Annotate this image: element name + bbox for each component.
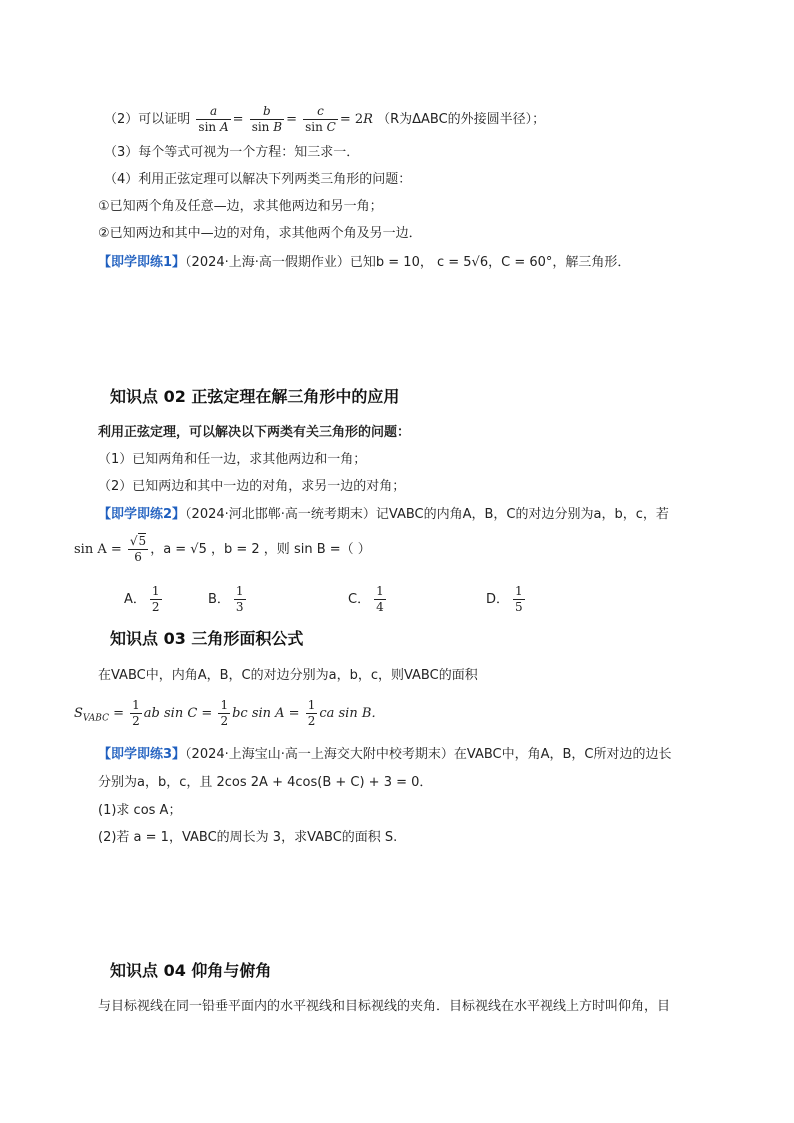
item3-line: （3）每个等式可视为一个方程：知三求一． bbox=[104, 145, 360, 160]
option-a[interactable] bbox=[124, 584, 164, 615]
exercise3-text: （2024·上海宝山·高一上海交大附中校考期末）在VABC中，角A，B，C所对边的边长 bbox=[185, 747, 672, 762]
section2-heading: 知识点 02 正弦定理在解三角形中的应用 bbox=[110, 387, 400, 406]
option-d-num: 1 bbox=[515, 584, 523, 598]
option-d-den: 5 bbox=[515, 600, 523, 614]
item2-line: （2）可以证明 $\frac{a}{\text{sin A}}$ = $\frac{b}{\text{sin B}}$ = $\frac{c}{\text{sin C}}$ = 2R （R为ΔABC的外接圆半径）； bbox=[104, 104, 546, 134]
exercise2-tag: 【即学即练2】 bbox=[98, 507, 186, 522]
item2-prefix: （2）可以证明 bbox=[104, 112, 191, 127]
section3-heading: 知识点 03 三角形面积公式 bbox=[110, 629, 304, 648]
option-c-label: C． bbox=[348, 592, 371, 607]
exercise3-line bbox=[98, 746, 672, 764]
option-b-num: 1 bbox=[235, 584, 244, 598]
case1-line: ①已知两个角及任意—边，求其他两边和另一角； bbox=[98, 199, 383, 214]
option-b-den: 3 bbox=[235, 600, 244, 614]
option-c-den: 4 bbox=[376, 600, 384, 614]
section2-lead: 利用正弦定理，可以解决以下两类有关三角形的问题： bbox=[98, 425, 411, 440]
option-b[interactable] bbox=[208, 584, 248, 615]
fraction-b-over-sinB: $\frac{b}{\text{sin B}}$ bbox=[251, 104, 283, 134]
area-term1: ab sin C = bbox=[143, 706, 213, 721]
option-c-num: 1 bbox=[376, 584, 384, 598]
exercise2-line bbox=[98, 506, 669, 524]
exercise3-tag: 【即学即练3】 bbox=[98, 747, 186, 762]
option-d[interactable] bbox=[486, 584, 527, 615]
area-subscript: VABC bbox=[82, 713, 109, 724]
exercise2-text: （2024·河北邯郸·高一统考期末）记VABC的内角A，B，C的对边分别为a，b，c，若 bbox=[185, 507, 669, 522]
section4-heading: 知识点 04 仰角与俯角 bbox=[110, 961, 272, 980]
option-d-label: D． bbox=[486, 592, 510, 607]
option-a-num: 1 bbox=[151, 584, 160, 598]
option-b-label: B． bbox=[208, 592, 230, 607]
exercise2-sinA: sin A = bbox=[74, 542, 122, 557]
exercise3-line2: 分别为a，b，c，且 2cos 2A + 4cos(B + C) + 3 = 0． bbox=[98, 775, 433, 790]
area-symbol: S bbox=[74, 706, 83, 721]
question2: (2)若 a = 1，VABC的周长为 3，求VABC的面积 S. bbox=[98, 830, 398, 845]
area-term2: bc sin A = bbox=[232, 706, 300, 721]
case2-line: ②已知两边和其中—边的对角，求其他两个角及另一边． bbox=[98, 226, 422, 241]
fraction-sqrt5-over-6: $\frac{√5}{6}$ bbox=[129, 534, 147, 564]
exercise1-text: （2024·上海·高一假期作业）已知b = 10， c = 5√6，C = 60°，解三角形． bbox=[185, 255, 631, 270]
section2-item2: （2）已知两边和其中一边的对角，求另一边的对角； bbox=[98, 479, 406, 494]
exercise2-line2-suffix: ，a = √5 ，b = 2 ，则 sin B =（ ） bbox=[150, 542, 371, 557]
option-a-den: 2 bbox=[151, 600, 160, 614]
fraction-a-over-sinA: $\frac{a}{\text{sin A}}$ bbox=[198, 104, 229, 134]
item2-suffix: （R为ΔABC的外接圆半径）； bbox=[377, 112, 546, 127]
option-a-label: A． bbox=[124, 592, 146, 607]
exercise1-line bbox=[98, 254, 630, 272]
exercise2-line2 bbox=[74, 534, 371, 565]
option-c[interactable] bbox=[348, 584, 388, 615]
exercise1-tag: 【即学即练1】 bbox=[98, 255, 186, 270]
item4-line: （4）利用正弦定理可以解决下列两类三角形的问题： bbox=[104, 172, 412, 187]
section3-para: 在VABC中，内角A，B，C的对边分别为a，b，c，则VABC的面积 bbox=[98, 668, 478, 683]
section4-para: 与目标视线在同一铅垂平面内的水平视线和目标视线的夹角．目标视线在水平视线上方时叫仰角，目 bbox=[98, 999, 671, 1014]
area-term3: ca sin B． bbox=[319, 706, 385, 721]
area-formula: $S_{VABC}$ = $\frac{1}{2}$ ab sin C = $\frac{1}{2}$ bc sin A = $\frac{1}{2}$ ca sin B． bbox=[74, 698, 385, 728]
question1: (1)求 cos A； bbox=[98, 803, 182, 818]
fraction-c-over-sinC: $\frac{c}{\text{sin C}}$ bbox=[305, 104, 336, 134]
section2-item1: （1）已知两角和任一边，求其他两边和一角； bbox=[98, 452, 367, 467]
